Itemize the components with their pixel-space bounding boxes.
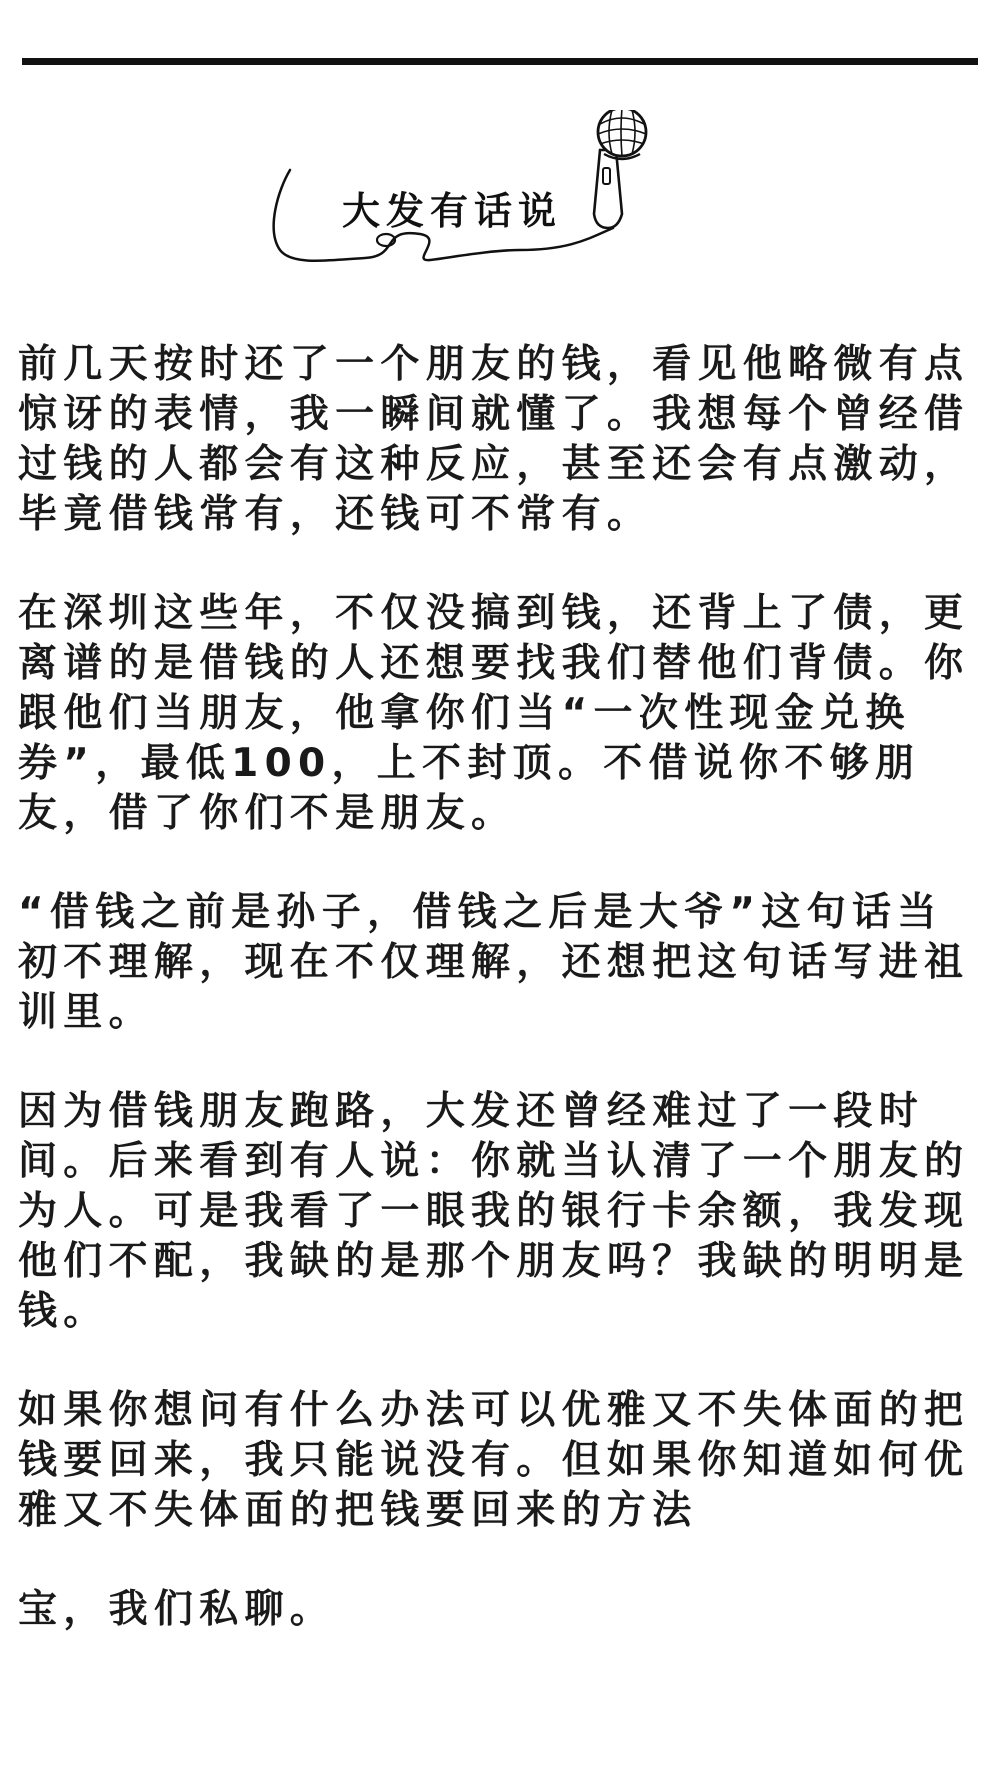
paragraph: 在深圳这些年，不仅没搞到钱，还背上了债，更离谱的是借钱的人还想要找我们替他们背债。你跟他们当朋友，他拿你们当“一次性现金兑换券”，最低100，上不封顶。不借说你不够朋友，借了你们不是朋友。 [18,591,970,836]
paragraph: “借钱之前是孙子，借钱之后是大爷”这句话当初不理解，现在不仅理解，还想把这句话写进祖训里。 [18,890,970,1035]
paragraph: 前几天按时还了一个朋友的钱，看见他略微有点惊讶的表情，我一瞬间就懂了。我想每个曾经借过钱的人都会有这种反应，甚至还会有点激动，毕竟借钱常有，还钱可不常有。 [18,342,970,537]
header-banner [270,110,690,300]
top-divider [22,58,978,65]
article-body [18,340,982,1684]
paragraph: 如果你想问有什么办法可以优雅又不失体面的把钱要回来，我只能说没有。但如果你知道如何优雅又不失体面的把钱要回来的方法 [18,1388,970,1533]
paragraph: 宝，我们私聊。 [18,1587,336,1632]
section-title: 大发有话说 [342,188,563,233]
paragraph: 因为借钱朋友跑路，大发还曾经难过了一段时间。后来看到有人说：你就当认清了一个朋友的为人。可是我看了一眼我的银行卡余额，我发现他们不配，我缺的是那个朋友吗？我缺的明明是钱。 [18,1089,970,1334]
